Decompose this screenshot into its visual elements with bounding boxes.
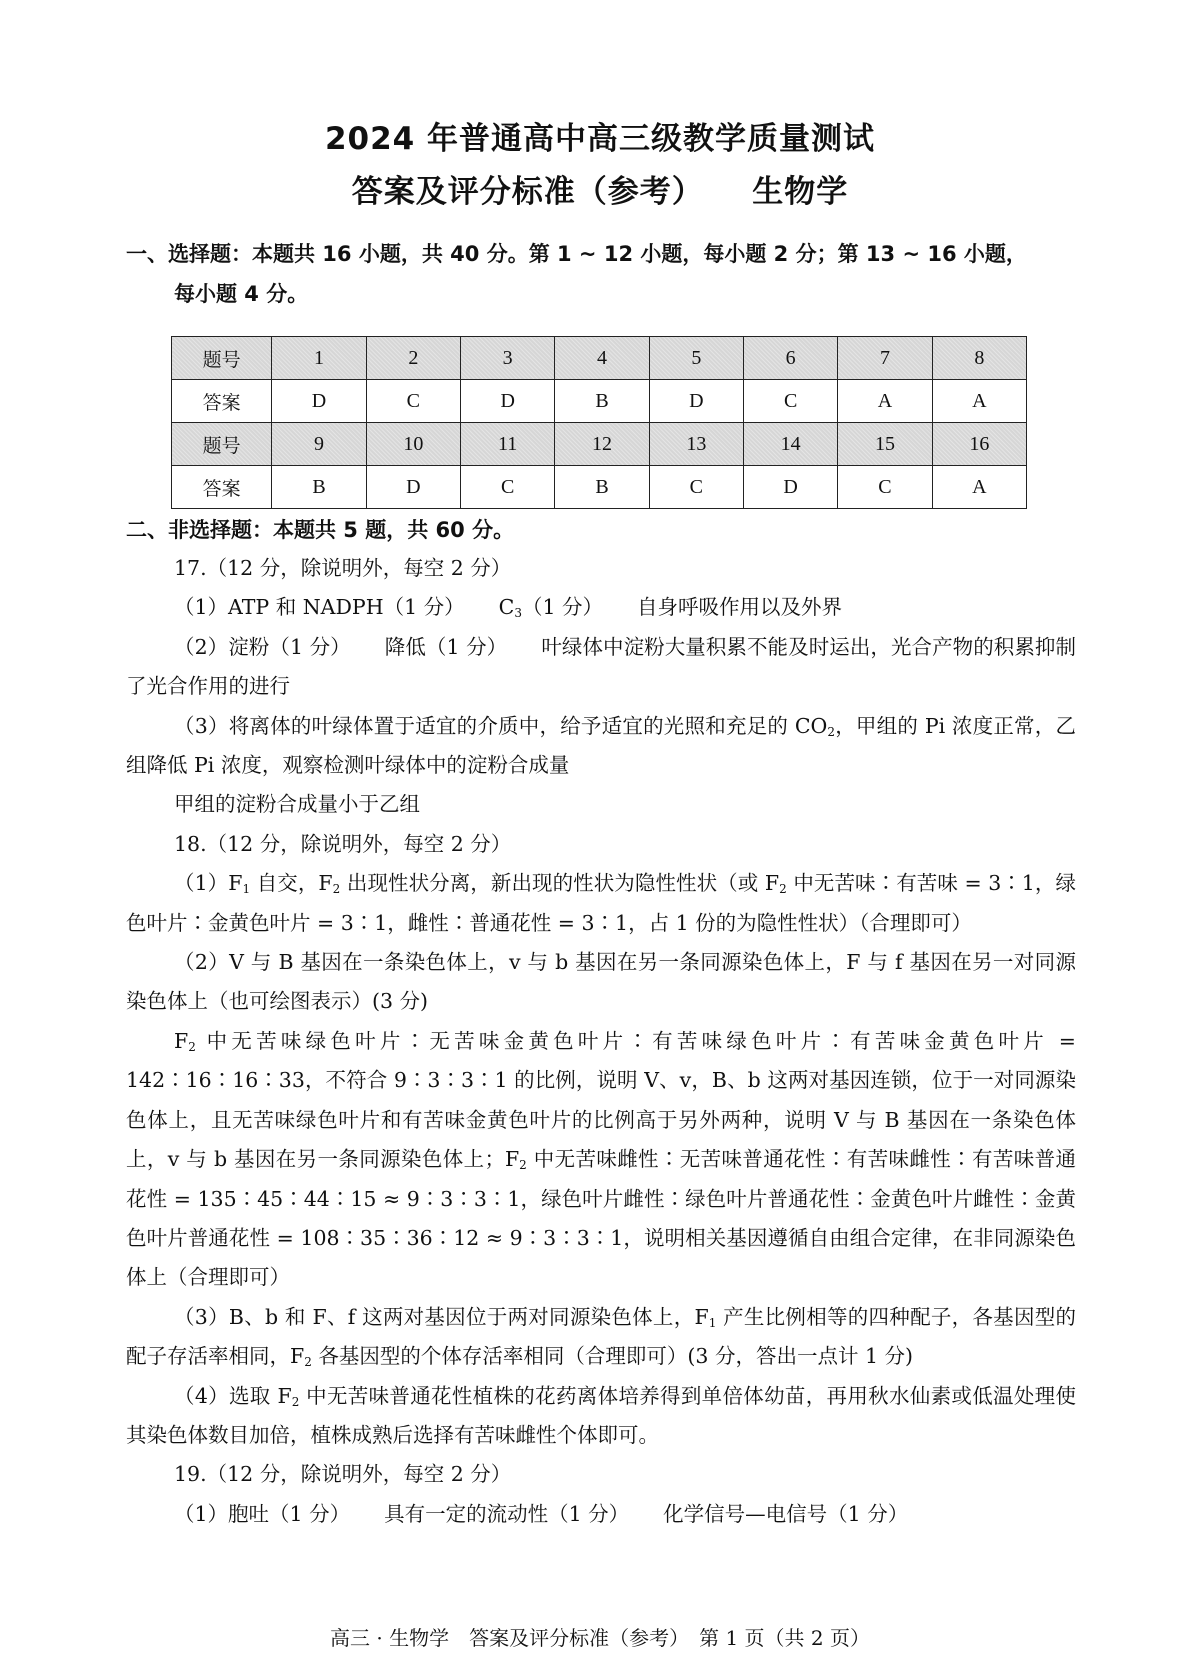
q18-part1 [126, 864, 1076, 943]
answer-table [171, 336, 1027, 509]
q17-part3-text-a: （3）将离体的叶绿体置于适宜的介质中，给予适宜的光照和充足的 CO [174, 713, 828, 738]
table-row [172, 380, 1027, 423]
table-cell: A [932, 466, 1026, 509]
table-cell: 答案 [172, 380, 272, 423]
table-cell: 题号 [172, 337, 272, 380]
table-cell: B [555, 380, 649, 423]
q17-part3 [126, 707, 1076, 786]
table-cell: 12 [555, 423, 649, 466]
table-cell: C [743, 380, 837, 423]
table-cell: 1 [272, 337, 366, 380]
table-cell: 4 [555, 337, 649, 380]
table-cell: D [272, 380, 366, 423]
text: 中无苦味绿色叶片∶无苦味金黄色叶片∶有苦味绿色叶片∶有苦味金黄色叶片 = 142∶16∶16∶33，不符合 9∶3∶3∶1 的比例，说明 V、v，B、b 这两对基因连锁，位于一对同源染色体上，且无苦味绿色叶片和有苦味金黄色叶片的比例高于另外两种，说明 V 与 B 基因在一条染色体上，v 与 b 基因在另一条同源染色体上；F [126, 1028, 1076, 1172]
table-cell: 15 [838, 423, 932, 466]
subscript: 2 [304, 1355, 312, 1370]
table-cell: 题号 [172, 423, 272, 466]
table-cell: D [366, 466, 460, 509]
q17-part2-answer-b: 降低（1 分） [384, 634, 508, 659]
q18-part3 [126, 1298, 1076, 1377]
q19-part1-answer-b: 具有一定的流动性（1 分） [384, 1501, 630, 1526]
text: 出现性状分离，新出现的性状为隐性性状（或 F [340, 871, 780, 896]
table-cell: B [272, 466, 366, 509]
q19-part1 [126, 1495, 1076, 1534]
table-cell: 6 [743, 337, 837, 380]
text: F [174, 1028, 189, 1053]
q17-part2 [126, 628, 1076, 707]
section-1-heading [126, 234, 1076, 314]
text: 产生比例相等的四种配子，各基因型的配子存活率相同，F [126, 1304, 1076, 1369]
q17-part1 [126, 588, 1076, 627]
q19-part1-answer-a: （1）胞吐（1 分） [174, 1501, 351, 1526]
subscript: 2 [291, 1394, 300, 1409]
q18-part2: （2）V 与 B 基因在一条染色体上，v 与 b 基因在另一条同源染色体上，F 与 f 基因在另一对同源染色体上（也可绘图表示）(3 分) [126, 950, 1076, 1014]
text: 中无苦味雌性∶无苦味普通花性∶有苦味雌性∶有苦味普通花性 = 135∶45∶44∶15 ≈ 9∶3∶3∶1，绿色叶片雌性∶绿色叶片普通花性∶金黄色叶片雌性∶金黄色叶片普通花性 = 108∶35∶36∶12 ≈ 9∶3∶3∶1，说明相关基因遵循自由组合定律，在非同源染色体上（合理即可） [126, 1147, 1076, 1290]
text: 自交，F [250, 871, 333, 896]
table-cell: 2 [366, 337, 460, 380]
section-1-label: 一、选择题：本题共 16 小题，共 40 分。第 1 ~ 12 小题，每小题 2 分；第 13 ~ 16 小题， [126, 242, 1027, 266]
table-cell: 8 [932, 337, 1026, 380]
table-cell: B [555, 466, 649, 509]
q17-part2-answer-a: （2）淀粉（1 分） [174, 634, 351, 659]
table-row [172, 337, 1027, 380]
table-cell: C [838, 466, 932, 509]
table-cell: A [838, 380, 932, 423]
table-cell: C [649, 466, 743, 509]
subscript: 2 [519, 1158, 527, 1173]
q17-part3-text-b: ，甲组的 Pi 浓度正常，乙组降低 Pi 浓度，观察检测叶绿体中的淀粉合成量 [126, 713, 1076, 778]
text: （1）F [174, 871, 243, 896]
text: 各基因型的个体存活率相同（合理即可）(3 分，答出一点计 1 分) [311, 1344, 914, 1369]
table-cell: C [461, 466, 555, 509]
q17-part1-answer-a: （1）ATP 和 NADPH（1 分） [174, 595, 465, 620]
subscript: 2 [827, 724, 835, 739]
table-cell: 11 [461, 423, 555, 466]
table-cell: 13 [649, 423, 743, 466]
q17-part1-answer-c: 自身呼吸作用以及外界 [637, 595, 843, 620]
document-title: 2024 年普通高中高三级教学质量测试 [324, 121, 876, 157]
q18-heading: 18.（12 分，除说明外，每空 2 分） [174, 831, 512, 856]
subscript: 3 [514, 606, 522, 621]
table-cell: 10 [366, 423, 460, 466]
text: （4）选取 F [174, 1383, 292, 1408]
table-cell: 3 [461, 337, 555, 380]
section-1-label-cont: 每小题 4 分。 [174, 282, 309, 306]
table-cell: D [649, 380, 743, 423]
q19-heading: 19.（12 分，除说明外，每空 2 分） [174, 1462, 512, 1487]
table-cell: 9 [272, 423, 366, 466]
q17-part1-answer-b: C [498, 595, 515, 620]
q18-part4 [126, 1377, 1076, 1456]
table-cell: 16 [932, 423, 1026, 466]
subscript: 1 [242, 882, 251, 897]
q17-part2-answer-c: 叶绿体中淀粉大量积累不能及时运出，光合产物的积累抑制了光合作用的进行 [126, 634, 1076, 699]
table-cell: C [366, 380, 460, 423]
text: （3）B、b 和 F、f 这两对基因位于两对同源染色体上，F [174, 1304, 709, 1329]
subscript: 1 [708, 1315, 717, 1330]
table-cell: D [461, 380, 555, 423]
q17-part1-answer-b-score: （1 分） [521, 595, 604, 620]
table-cell: 5 [649, 337, 743, 380]
text: 中无苦味普通花性植株的花药离体培养得到单倍体幼苗，再用秋水仙素或低温处理使其染色体数目加倍，植株成熟后选择有苦味雌性个体即可。 [126, 1383, 1076, 1447]
table-cell: 14 [743, 423, 837, 466]
q18-part2-explanation [126, 1022, 1076, 1298]
table-row [172, 466, 1027, 509]
table-cell: 7 [838, 337, 932, 380]
section-2-heading: 二、非选择题：本题共 5 题，共 60 分。 [126, 518, 515, 542]
subscript: 2 [779, 882, 787, 897]
answers-body [126, 549, 1076, 1534]
subscript: 2 [332, 882, 341, 897]
subscript: 2 [188, 1039, 196, 1054]
table-cell: A [932, 380, 1026, 423]
text: 中无苦味∶有苦味 = 3∶1，绿色叶片∶金黄色叶片 = 3∶1，雌性∶普通花性 = 3∶1，占 1 份的为隐性性状）（合理即可） [126, 871, 1076, 935]
table-cell: 答案 [172, 466, 272, 509]
q17-heading: 17.（12 分，除说明外，每空 2 分） [174, 556, 512, 580]
table-cell: D [743, 466, 837, 509]
page-footer: 高三 · 生物学 答案及评分标准（参考） 第 1 页（共 2 页） [330, 1626, 870, 1650]
q19-part1-answer-c: 化学信号—电信号（1 分） [663, 1501, 909, 1526]
document-subtitle: 答案及评分标准（参考） 生物学 [351, 174, 849, 210]
q17-part3-result: 甲组的淀粉合成量小于乙组 [174, 792, 420, 817]
table-row [172, 423, 1027, 466]
